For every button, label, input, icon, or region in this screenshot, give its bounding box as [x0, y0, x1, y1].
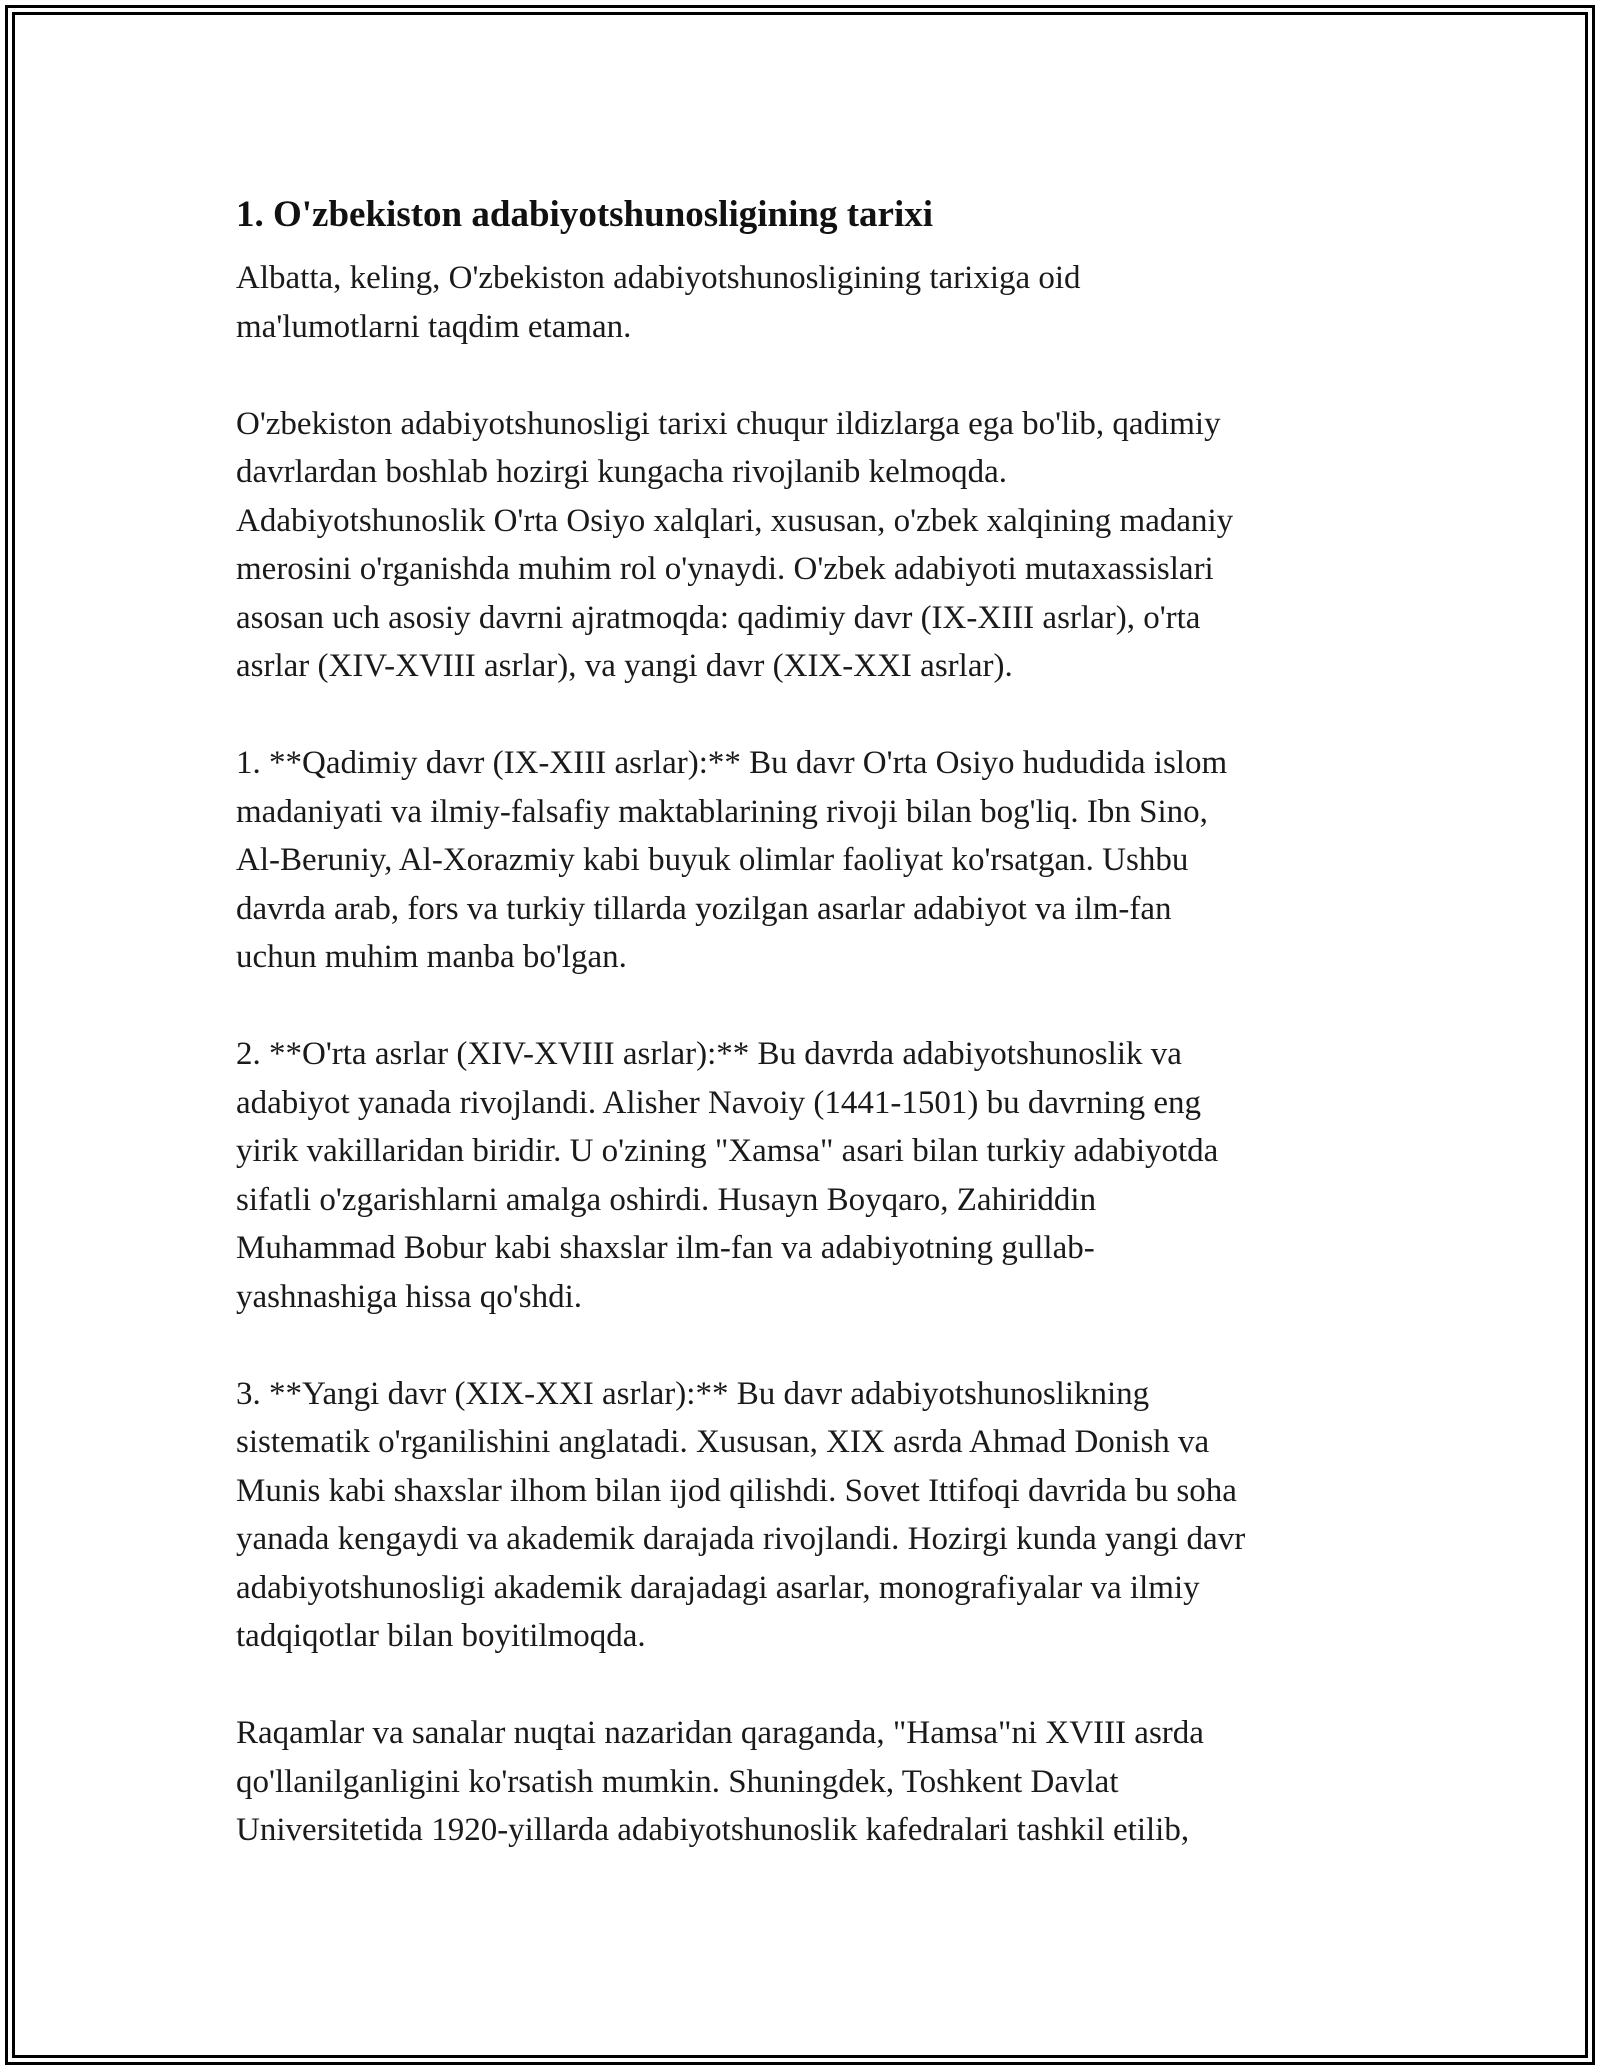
text-line: davrda arab, fors va turkiy tillarda yozilgan asarlar adabiyot va ilm-fan	[236, 890, 1172, 927]
text-line: Muhammad Bobur kabi shaxslar ilm-fan va adabiyotning gullab-	[236, 1230, 1095, 1266]
text-line: Raqamlar va sanalar nuqtai nazaridan qaraganda, "Hamsa"ni XVIII asrda	[236, 1715, 1204, 1751]
text-line: sifatli o'zgarishlarni amalga oshirdi. Husayn Boyqaro, Zahiriddin	[236, 1181, 1097, 1218]
document-body	[236, 185, 1406, 1855]
text-line: madaniyati va ilmiy-falsafiy maktablarining rivoji bilan bog'liq. Ibn Sino,	[236, 793, 1208, 830]
text-line: uchun muhim manba bo'lgan.	[236, 939, 627, 975]
text-line: davrlardan boshlab hozirgi kungacha rivojlanib kelmoqda.	[236, 454, 1008, 490]
text-line: Al-Beruniy, Al-Xorazmiy kabi buyuk olimlar faoliyat ko'rsatgan. Ushbu	[236, 842, 1189, 878]
paragraph-ancient-period	[236, 739, 1406, 982]
text-line: yashnashiga hissa qo'shdi.	[236, 1278, 583, 1315]
text-line: O'zbekiston adabiyotshunosligi tarixi chuqur ildizlarga ega bo'lib, qadimiy	[236, 405, 1221, 442]
text-line: qo'llanilganligini ko'rsatish mumkin. Shuningdek, Toshkent Davlat	[236, 1763, 1119, 1800]
text-line: asrlar (XIV-XVIII asrlar), va yangi davr (XIX-XXI asrlar).	[236, 648, 1013, 684]
paragraph-middle-ages	[236, 1030, 1406, 1321]
text-line: sistematik o'rganilishini anglatadi. Xususan, XIX asrda Ahmad Donish va	[236, 1424, 1210, 1460]
paragraph-intro	[236, 254, 1406, 351]
text-line: adabiyot yanada rivojlandi. Alisher Navoiy (1441-1501) bu davrning eng	[236, 1084, 1202, 1121]
text-line: Adabiyotshunoslik O'rta Osiyo xalqlari, xususan, o'zbek xalqining madaniy	[236, 502, 1234, 539]
paragraph-overview	[236, 400, 1406, 691]
paragraph-figures-dates	[236, 1709, 1406, 1855]
paragraph-modern-period	[236, 1370, 1406, 1661]
text-line: 3. **Yangi davr (XIX-XXI asrlar):** Bu davr adabiyotshunoslikning	[236, 1375, 1150, 1412]
text-line: adabiyotshunosligi akademik darajadagi asarlar, monografiyalar va ilmiy	[236, 1569, 1200, 1606]
text-line: tadqiqotlar bilan boyitilmoqda.	[236, 1618, 646, 1654]
text-line: yanada kengaydi va akademik darajada rivojlandi. Hozirgi kunda yangi davr	[236, 1521, 1246, 1557]
text-line: Munis kabi shaxslar ilhom bilan ijod qilishdi. Sovet Ittifoqi davrida bu soha	[236, 1472, 1237, 1509]
text-line: merosini o'rganishda muhim rol o'ynaydi. O'zbek adabiyoti mutaxassislari	[236, 551, 1214, 587]
text-line: Universitetida 1920-yillarda adabiyotshunoslik kafedralari tashkil etilib,	[236, 1812, 1190, 1848]
text-line: Albatta, keling, O'zbekiston adabiyotshunosligining tarixiga oid	[236, 260, 1081, 296]
text-line: 1. **Qadimiy davr (IX-XIII asrlar):** Bu davr O'rta Osiyo hududida islom	[236, 745, 1228, 781]
text-line: ma'lumotlarni taqdim etaman.	[236, 308, 632, 345]
document-title: 1. O'zbekiston adabiyotshunosligining tarixi	[236, 194, 934, 235]
text-line: asosan uch asosiy davrni ajratmoqda: qadimiy davr (IX-XIII asrlar), o'rta	[236, 599, 1201, 636]
text-line: 2. **O'rta asrlar (XIV-XVIII asrlar):** Bu davrda adabiyotshunoslik va	[236, 1036, 1182, 1072]
text-line: yirik vakillaridan biridir. U o'zining "Xamsa" asari bilan turkiy adabiyotda	[236, 1133, 1219, 1169]
